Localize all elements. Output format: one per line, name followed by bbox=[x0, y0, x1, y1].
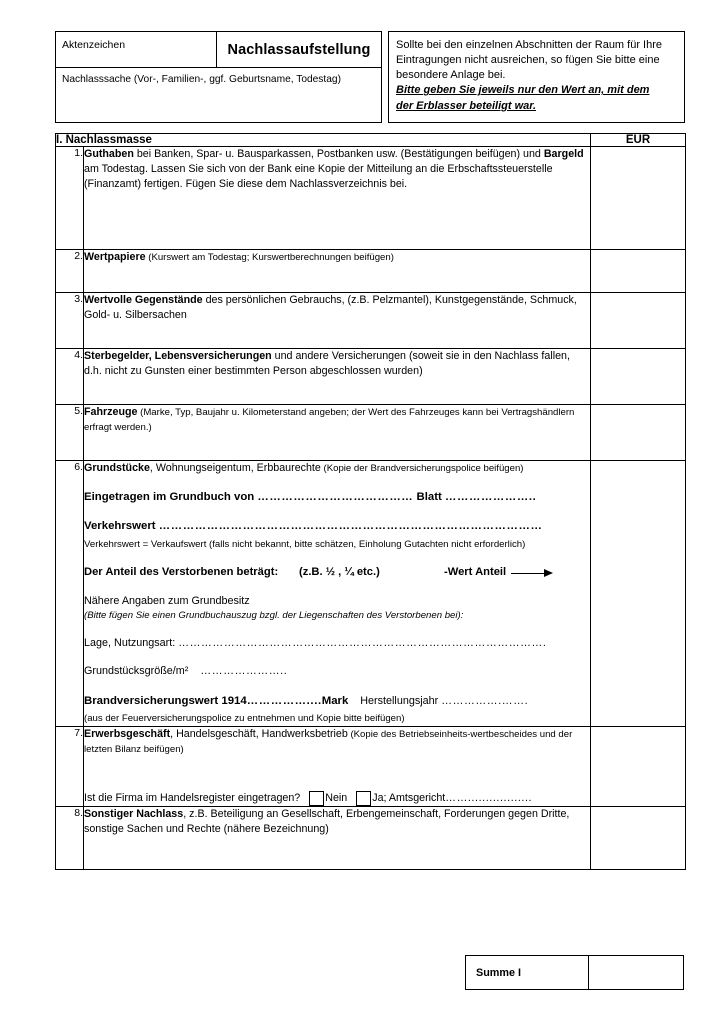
eur-input-cell-2[interactable] bbox=[591, 250, 686, 293]
row-label-bold: Grundstücke bbox=[84, 462, 150, 474]
brand-dotted-field[interactable]: …………….... bbox=[246, 694, 322, 707]
verkehrswert-dotted-field[interactable]: …………………………………………………………………………………… bbox=[158, 520, 543, 533]
brand-label: Brandversicherungswert 1914 bbox=[84, 694, 247, 707]
row-content-sterbegelder bbox=[84, 349, 591, 405]
checkbox-nein[interactable] bbox=[309, 791, 324, 806]
eur-input-cell-8[interactable] bbox=[591, 807, 686, 870]
row-label-bold: Erwerbsgeschäft bbox=[84, 727, 171, 740]
handelsregister-question-row bbox=[84, 791, 590, 806]
summe-spacer bbox=[55, 955, 465, 990]
eur-input-cell-3[interactable] bbox=[591, 293, 686, 349]
row-text-1: , Handelsgeschäft, Handwerksbetrieb bbox=[170, 727, 348, 740]
checkbox-label-nein: Nein bbox=[325, 791, 348, 804]
header-note-box bbox=[388, 31, 685, 123]
row-label-bold: Wertvolle Gegenstände bbox=[84, 294, 203, 306]
row-number: 3. bbox=[56, 293, 84, 349]
row-label-bold: Sterbegelder, Lebensversicherungen bbox=[84, 350, 272, 362]
anteil-label: Der Anteil des Verstorbenen beträgt: bbox=[84, 566, 279, 579]
row-text-1: , Wohnungseigentum, Erbbaurechte bbox=[149, 462, 321, 474]
row-text-small: (Marke, Typ, Baujahr u. Kilometerstand angeben; der Wert des Fahrzeuges kann bei Vertragshändlern erfragt werden.) bbox=[84, 407, 575, 434]
handelsregister-question: Ist die Firma im Handelsregister eingetragen? bbox=[84, 791, 301, 804]
summe-value-cell[interactable] bbox=[589, 955, 684, 990]
table-row bbox=[56, 250, 686, 293]
row-text-small: (Kopie der Brandversicherungspolice beifügen) bbox=[320, 463, 524, 474]
row-number: 7. bbox=[56, 726, 84, 807]
blatt-label: Blatt bbox=[416, 491, 442, 504]
row-label-bold: Guthaben bbox=[84, 148, 134, 160]
row-text-1: , z.B. Beteiligung an Gesellschaft, Erbengemeinschaft, Forderungen gegen Dritte, sonstige Sachen und Rechte (nähere Bezeichnung) bbox=[84, 808, 570, 836]
row-content-grundstuecke bbox=[84, 461, 591, 727]
lage-line[interactable] bbox=[84, 636, 590, 651]
row-content-sonstiger-nachlass bbox=[84, 807, 591, 870]
row-text-2: am Todestag. Lassen Sie sich von der Bank eine Kopie der Mitteilung an die Erbschaftssteuerstelle (Finanzamt) fertigen. Fügen Sie diese dem Nachlassverzeichnis bei. bbox=[84, 163, 553, 191]
header-top-strip bbox=[56, 32, 381, 68]
verkehrswert-line[interactable] bbox=[84, 518, 590, 534]
row-text-small: (Kopie des Betriebseinheits-wertbescheides und der letzten Bilanz beifügen) bbox=[84, 728, 573, 755]
table-row bbox=[56, 293, 686, 349]
row-label-bold: Wertpapiere bbox=[84, 251, 146, 263]
row-content-erwerbsgeschaeft bbox=[84, 726, 591, 807]
checkbox-label-ja: Ja; Amtsgericht bbox=[372, 791, 446, 804]
nachlasssache-field[interactable]: Nachlasssache (Vor-, Familien-, ggf. Geburtsname, Todestag) bbox=[62, 74, 341, 85]
row-text-1: und andere Versicherungen (soweit sie in den Nachlass fallen, d.h. nicht zu Gunsten einer bestimmten Person abgeschlossen wurden) bbox=[84, 350, 570, 378]
table-row bbox=[56, 349, 686, 405]
groesse-dotted-field[interactable]: ………………….. bbox=[200, 665, 288, 678]
grundbuch-dotted-field[interactable]: ………………………………… bbox=[257, 491, 414, 504]
eur-input-cell-1[interactable] bbox=[591, 147, 686, 250]
checkbox-ja[interactable] bbox=[356, 791, 371, 806]
anteil-line bbox=[84, 565, 590, 581]
table-header-row bbox=[56, 134, 686, 147]
row-content-wertpapiere bbox=[84, 250, 591, 293]
row-number: 8. bbox=[56, 807, 84, 870]
lage-dotted-field[interactable]: ……………………………………………………………………………………. bbox=[178, 637, 547, 650]
nachlassmasse-table bbox=[55, 133, 686, 870]
groesse-line[interactable] bbox=[84, 664, 590, 679]
herstellungsjahr-dotted-field[interactable]: …………….……. bbox=[441, 694, 529, 707]
header-note-emphasis-line2: der Erblasser beteiligt war. bbox=[396, 100, 537, 113]
eur-input-cell-4[interactable] bbox=[591, 349, 686, 405]
row-text-small: (Kurswert am Todestag; Kurswertberechnungen beifügen) bbox=[145, 252, 394, 263]
header-note-plain: Sollte bei den einzelnen Abschnitten der Raum für Ihre Eintragungen nicht ausreichen, so fügen Sie bitte eine besondere Anlage bei. bbox=[396, 39, 662, 82]
naehere-angaben-label: Nähere Angaben zum Grundbesitz bbox=[84, 595, 250, 608]
lage-label: Lage, Nutzungsart: bbox=[84, 637, 176, 650]
row-content-wertvolle-gegenstaende bbox=[84, 293, 591, 349]
erwerbsgeschaeft-headline bbox=[84, 727, 590, 757]
verkehrswert-label: Verkehrswert bbox=[84, 520, 156, 533]
anteil-wert-group bbox=[444, 565, 553, 581]
brand-unit: Mark bbox=[321, 694, 349, 707]
table-row bbox=[56, 147, 686, 250]
anteil-example: (z.B. ½ , ¼ etc.) bbox=[299, 566, 380, 579]
row-content-fahrzeuge bbox=[84, 405, 591, 461]
row-number: 4. bbox=[56, 349, 84, 405]
summe-row bbox=[55, 955, 685, 990]
anteil-wert-label: -Wert Anteil bbox=[444, 566, 507, 579]
summe-label: Summe I bbox=[465, 955, 589, 990]
aktenzeichen-field[interactable]: Aktenzeichen bbox=[56, 32, 217, 67]
brandversicherung-line[interactable] bbox=[84, 693, 590, 709]
eur-input-cell-5[interactable] bbox=[591, 405, 686, 461]
row-number: 6. bbox=[56, 461, 84, 727]
right-arrow-icon bbox=[511, 569, 553, 578]
verkehrswert-note: Verkehrswert = Verkaufswert (falls nicht bekannt, bitte schätzen, Einholung Gutachten nicht erforderlich) bbox=[84, 538, 526, 550]
form-title: Nachlassaufstellung bbox=[227, 41, 371, 58]
table-row bbox=[56, 726, 686, 807]
brandversicherung-note: (aus der Feuerversicherungspolice zu entnehmen und Kopie bitte beifügen) bbox=[84, 713, 405, 724]
header-note-emphasis-line1: Bitte geben Sie jeweils nur den Wert an, mit dem bbox=[396, 84, 650, 97]
row-text-1: des persönlichen Gebrauchs, (z.B. Pelzmantel), Kunstgegenstände, Schmuck, Gold- u. Silbersachen bbox=[84, 294, 577, 322]
grundbuch-label: Eingetragen im Grundbuch von bbox=[84, 491, 255, 504]
row-text-1: bei Banken, Spar- u. Bausparkassen, Postbanken usw. (Bestätigungen beifügen) und bbox=[133, 148, 544, 160]
form-header bbox=[55, 31, 685, 123]
table-row bbox=[56, 807, 686, 870]
row-content-guthaben bbox=[84, 147, 591, 250]
section-title: I. Nachlassmasse bbox=[56, 134, 591, 147]
row-number: 5. bbox=[56, 405, 84, 461]
groesse-label: Grundstücksgröße/m² bbox=[84, 665, 189, 678]
row-label-bold-2: Bargeld bbox=[543, 148, 584, 160]
amtsgericht-dotted-field[interactable]: …….................. bbox=[445, 791, 533, 804]
eur-input-cell-6[interactable] bbox=[591, 461, 686, 727]
naehere-angaben-note: (Bitte fügen Sie einen Grundbuchauszug bzgl. der Liegenschaften des Verstorbenen bei): bbox=[84, 610, 464, 622]
grundbuch-line[interactable] bbox=[84, 489, 590, 505]
eur-input-cell-7[interactable] bbox=[591, 726, 686, 807]
row-label-bold: Sonstiger Nachlass bbox=[84, 808, 184, 821]
currency-column-header: EUR bbox=[591, 134, 686, 147]
row-label-bold: Fahrzeuge bbox=[84, 406, 138, 418]
nachlassmasse-table-wrap bbox=[55, 133, 685, 870]
blatt-dotted-field[interactable]: ………………….. bbox=[444, 491, 537, 504]
grundstuecke-headline bbox=[84, 461, 590, 476]
header-left-box bbox=[55, 31, 382, 123]
row-number: 1. bbox=[56, 147, 84, 250]
table-row bbox=[56, 461, 686, 727]
table-row bbox=[56, 405, 686, 461]
herstellungsjahr-label: Herstellungsjahr bbox=[360, 694, 439, 707]
row-number: 2. bbox=[56, 250, 84, 293]
